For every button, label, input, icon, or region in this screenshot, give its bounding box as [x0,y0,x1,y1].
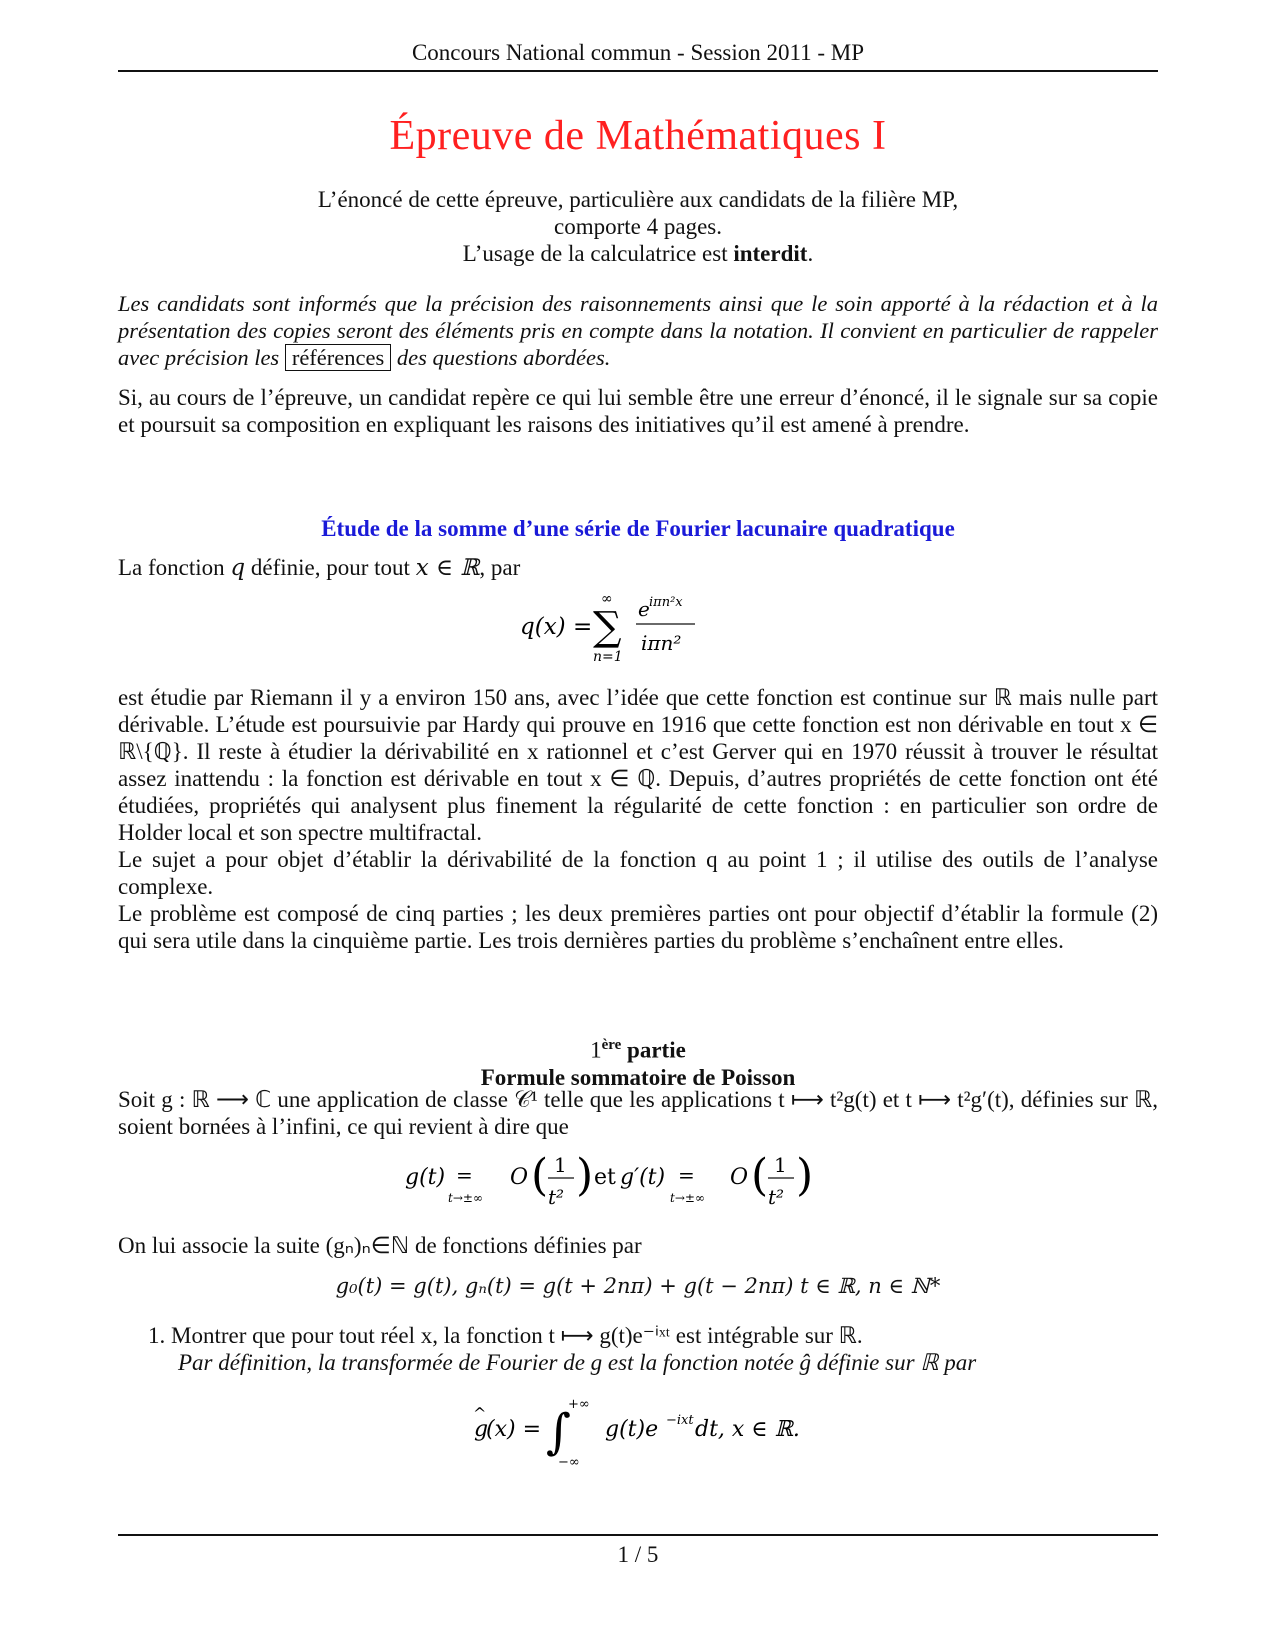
svg-text:∞: ∞ [601,591,613,607]
svg-text:iπn²x: iπn²x [649,595,683,610]
svg-text:+∞: +∞ [568,1397,590,1412]
document-page [118,0,1158,1650]
svg-text:∫: ∫ [546,1404,572,1460]
error-note: Si, au cours de l’épreuve, un candidat repère ce qui lui semble être une erreur d’énoncé, il le signale sur sa copie et poursuit sa composition en expliquant les raisons des initiatives qu’il est amené à prendre. [118,385,1158,437]
svg-text:^: ^ [473,1404,487,1423]
svg-text:g′(t): g′(t) [620,1165,666,1190]
svg-text:t²: t² [548,1185,565,1209]
svg-text:iπn²: iπn² [641,631,682,655]
references-box: références [285,344,391,371]
svg-text:et: et [594,1165,616,1190]
svg-text:n=1: n=1 [593,649,623,665]
svg-text:(: ( [531,1150,549,1201]
svg-text:O: O [510,1165,529,1190]
svg-text:dt, x ∈ ℝ.: dt, x ∈ ℝ. [695,1417,800,1442]
intro-line-2: comporte 4 pages. [554,214,722,239]
q-definition-formula [118,588,1158,668]
svg-text:=: = [456,1163,473,1187]
fourier-definition: Par définition, la transformée de Fourier de g est la fonction notée ĝ définie sur ℝ par [178,1350,977,1375]
svg-text:t→±∞: t→±∞ [448,1191,483,1205]
svg-text:g(t): g(t) [405,1165,446,1190]
big-o-formula [118,1140,1158,1220]
svg-text:g(t)e: g(t)e [605,1417,659,1442]
section-subtitle: Étude de la somme d’une série de Fourier lacunaire quadratique [321,516,955,541]
header-rule [118,70,1158,72]
footer-rule [118,1534,1158,1536]
part-1-title: Formule sommatoire de Poisson [480,1064,796,1090]
svg-text:O: O [730,1165,749,1190]
function-intro: La fonction q définie, pour tout x ∈ ℝ, par [118,555,521,581]
fourier-transform-formula [118,1392,1158,1472]
svg-text:1: 1 [554,1153,567,1177]
svg-text:): ) [576,1150,594,1201]
svg-text:q(x) =: q(x) = [520,614,593,640]
svg-text:−∞: −∞ [558,1455,580,1470]
svg-text:=: = [678,1163,695,1187]
page-header: Concours National commun - Session 2011 - MP [411,40,865,65]
interdit-bold: interdit [733,241,808,266]
intro-block [118,186,1158,267]
page-title: Épreuve de Mathématiques I [389,113,887,159]
svg-text:(: ( [751,1150,769,1201]
question-1-number: 1. [148,1323,166,1348]
svg-text:t→±∞: t→±∞ [670,1191,705,1205]
svg-text:e: e [638,597,650,621]
gn-definition: g₀(t) = g(t), gₙ(t) = g(t + 2nπ) + g(t − 2nπ) t ∈ ℝ, n ∈ ℕ* [335,1274,941,1298]
svg-text:∑: ∑ [593,604,622,650]
page-number: 1 / 5 [617,1542,659,1567]
svg-text:−ixt: −ixt [666,1413,694,1428]
svg-text:1: 1 [774,1153,787,1177]
intro-line-3: L’usage de la calculatrice est interdit. [462,241,814,266]
instructions-note: Les candidats sont informés que la précision des raisonnements ainsi que le soin apporté à la rédaction et à la présentation des copies seront des éléments pris en compte dans la notation. Il convient en particulier de rappeler avec précision les références des questions abordées. [118,291,1158,370]
suite-intro: On lui associe la suite (gₙ)ₙ∈ℕ de fonctions définies par [118,1233,642,1258]
history-text: est étudie par Riemann il y a environ 150 ans, avec l’idée que cette fonction est continue sur ℝ mais nulle part dérivable. L’étude est poursuivie par Hardy qui prouve en 1916 que cette fonction est non dérivable en tout x ∈ ℝ\{ℚ}. Il reste à étudier la dérivabilité en x rationnel et c’est Gerver qui en 1970 réussit à trouver le résultat assez inattendu : la fonction est dérivable en tout x ∈ ℚ. Depuis, d’autres propriétés de cette fonction ont été étudiées, propriétés qui analysent plus finement la régularité de cette fonction : en particulier son ordre de Holder local et son spectre multifractal. Le sujet a pour objet d’établir la dérivabilité de la fonction q au point 1 ; il utilise des outils de l’analyse complexe. Le problème est composé de cinq parties ; les deux premières parties ont pour objectif d’établir la formule (2) qui sera utile dans la cinquième partie. Les trois dernières parties du problème s’enchaînent entre elles. [118,685,1158,953]
svg-text:(x) =: (x) = [486,1417,541,1442]
part-1-heading: 1ère partie Formule sommatoire de Poisson [118,1032,1158,1091]
question-1-text: Montrer que pour tout réel x, la fonction t ⟼ g(t)e⁻ⁱˣᵗ est intégrable sur ℝ. [171,1323,863,1348]
svg-text:g: g [474,1417,489,1442]
question-1 [148,1322,1158,1376]
intro-line-1: L’énoncé de cette épreuve, particulière aux candidats de la filière MP, [317,187,959,212]
part-1-soit: Soit g : ℝ ⟶ ℂ une application de classe 𝒞¹ telle que les applications t ⟼ t²g(t) et t ⟼ t²g′(t), définies sur ℝ, soient bornées à l’infini, ce qui revient à dire que [118,1087,1158,1139]
svg-text:): ) [796,1150,814,1201]
svg-text:t²: t² [768,1185,785,1209]
